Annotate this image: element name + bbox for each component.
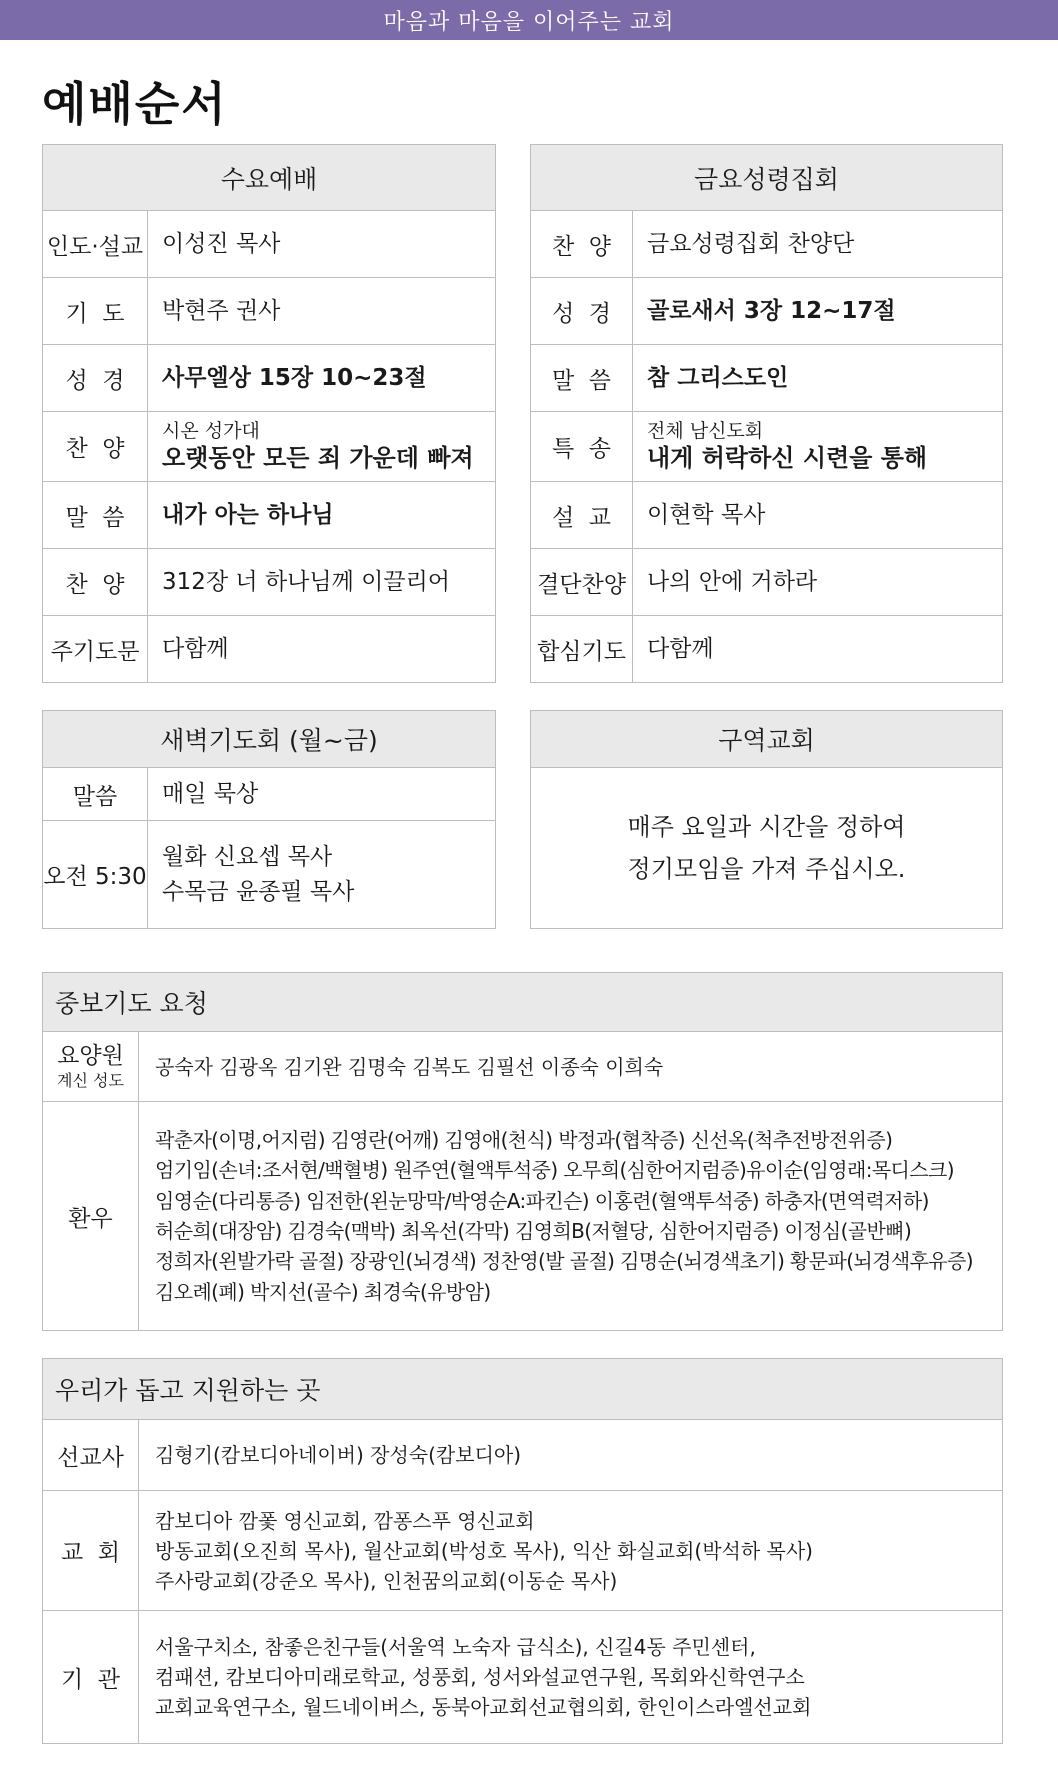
support-box — [42, 1358, 1003, 1744]
order-row — [43, 768, 495, 821]
prayer-request-box — [42, 972, 1003, 1331]
row-main-value: 오랫동안 모든 죄 가운데 빠져 — [162, 444, 474, 473]
friday-service-title: 금요성령집회 — [531, 145, 1002, 211]
district-message-line: 정기모임을 가져 주십시오. — [627, 855, 906, 883]
row-value: 사무엘상 15장 10~23절 — [162, 364, 427, 391]
row-value: 다함께 — [647, 635, 714, 662]
row-value: 나의 안에 거하라 — [647, 568, 818, 595]
district-church-title: 구역교회 — [531, 711, 1002, 768]
order-row — [531, 482, 1002, 549]
dawn-prayer-title: 새벽기도회 (월~금) — [43, 711, 495, 768]
wednesday-service-title: 수요예배 — [43, 145, 495, 211]
support-row — [43, 1420, 1002, 1491]
order-row — [43, 616, 495, 682]
row-value: 참 그리스도인 — [647, 364, 789, 391]
district-church-box — [530, 710, 1003, 929]
row-label: 찬 양 — [531, 211, 633, 277]
wednesday-service-box — [42, 144, 496, 683]
prayer-row — [43, 1032, 1002, 1102]
row-sublabel: 계신 성도 — [57, 1070, 124, 1090]
row-label: 기 도 — [43, 278, 148, 344]
order-row — [43, 345, 495, 412]
row-value-line: 월화 신요셉 목사 — [162, 844, 333, 870]
top-banner: 마음과 마음을 이어주는 교회 — [0, 0, 1058, 40]
row-label: 설 교 — [531, 482, 633, 548]
friday-service-box — [530, 144, 1003, 683]
row-value: 매일 묵상 — [162, 780, 259, 807]
patient-line: 김오례(폐) 박지선(골수) 최경숙(유방암) — [155, 1279, 491, 1304]
row-value: 박현주 권사 — [162, 297, 281, 324]
patient-line: 곽춘자(이명,어지럼) 김영란(어깨) 김영애(천식) 박정과(협착증) 신선옥(척추전방전위증) — [155, 1127, 893, 1152]
row-sub-value: 전체 남신도회 — [647, 419, 764, 442]
row-label: 기 관 — [43, 1611, 139, 1743]
row-value: 금요성령집회 찬양단 — [647, 230, 855, 257]
row-value: 이현학 목사 — [647, 501, 766, 528]
row-label: 인도·설교 — [43, 211, 148, 277]
row-label: 환우 — [43, 1102, 139, 1330]
row-sub-value: 시온 성가대 — [162, 419, 260, 442]
row-label: 특 송 — [531, 412, 633, 481]
order-row — [43, 278, 495, 345]
row-label: 찬 양 — [43, 549, 148, 615]
patient-line: 엄기임(손녀:조서현/백혈병) 원주연(혈액투석중) 오무희(심한어지럼증)유이순(임영래:목디스크) — [155, 1158, 954, 1183]
church-line: 방동교회(오진희 목사), 월산교회(박성호 목사), 익산 화실교회(박석하 목사) — [155, 1538, 813, 1563]
row-label: 성 경 — [43, 345, 148, 411]
row-label: 성 경 — [531, 278, 633, 344]
order-row — [531, 549, 1002, 616]
row-label: 주기도문 — [43, 616, 148, 682]
row-value: 이성진 목사 — [162, 230, 281, 257]
row-label: 오전 5:30 — [43, 821, 148, 928]
order-row — [43, 482, 495, 549]
order-row — [43, 211, 495, 278]
order-row — [531, 345, 1002, 412]
prayer-row — [43, 1102, 1002, 1330]
row-label: 합심기도 — [531, 616, 633, 682]
order-row — [531, 412, 1002, 482]
row-value: 312장 너 하나님께 이끌리어 — [162, 568, 451, 595]
order-row — [43, 821, 495, 928]
row-value: 공숙자 김광옥 김기완 김명숙 김복도 김필선 이종숙 이희숙 — [155, 1054, 664, 1079]
support-title: 우리가 돕고 지원하는 곳 — [43, 1359, 1002, 1420]
district-message-line: 매주 요일과 시간을 정하여 — [627, 813, 906, 841]
order-row — [43, 549, 495, 616]
row-value: 내가 아는 하나님 — [162, 501, 334, 528]
row-label: 말 씀 — [43, 482, 148, 548]
patient-line: 임영순(다리통증) 임전한(왼눈망막/박영순A:파킨슨) 이홍련(혈액투석중) 하충자(면역력저하) — [155, 1188, 929, 1213]
order-row — [531, 278, 1002, 345]
prayer-request-title: 중보기도 요청 — [43, 973, 1002, 1032]
support-row — [43, 1611, 1002, 1743]
row-value-line: 수목금 윤종필 목사 — [162, 878, 355, 905]
organization-line: 컴패션, 캄보디아미래로학교, 성풍회, 성서와설교연구원, 목회와신학연구소 — [155, 1665, 805, 1689]
row-label: 요양원 — [57, 1043, 124, 1070]
row-label: 결단찬양 — [531, 549, 633, 615]
row-label: 찬 양 — [43, 412, 148, 481]
patient-line: 허순희(대장암) 김경숙(맥박) 최옥선(각막) 김영희B(저혈당, 심한어지럼증) 이정심(골반뼈) — [155, 1219, 912, 1243]
row-label: 말 씀 — [531, 345, 633, 411]
support-row — [43, 1491, 1002, 1611]
order-row — [43, 412, 495, 482]
row-value: 골로새서 3장 12~17절 — [647, 297, 896, 324]
organization-line: 교회교육연구소, 월드네이버스, 동북아교회선교협의회, 한인이스라엘선교회 — [155, 1695, 812, 1719]
row-label: 교 회 — [43, 1491, 139, 1610]
organization-line: 서울구치소, 참좋은친구들(서울역 노숙자 급식소), 신길4동 주민센터, — [155, 1635, 756, 1659]
row-main-value: 내게 허락하신 시련을 통해 — [647, 444, 928, 473]
order-row — [531, 616, 1002, 682]
page-title: 예배순서 — [42, 77, 228, 131]
dawn-prayer-box — [42, 710, 496, 929]
row-label: 말씀 — [43, 768, 148, 820]
church-line: 캄보디아 깜퐃 영신교회, 깜퐁스푸 영신교회 — [155, 1508, 535, 1533]
row-label: 선교사 — [43, 1420, 139, 1490]
row-value: 김형기(캄보디아네이버) 장성숙(캄보디아) — [155, 1443, 522, 1467]
patient-line: 정희자(왼발가락 골절) 장광인(뇌경색) 정찬영(발 골절) 김명순(뇌경색초기) 황문파(뇌경색후유증) — [155, 1249, 973, 1274]
church-line: 주사랑교회(강준오 목사), 인천꿈의교회(이동순 목사) — [155, 1568, 618, 1593]
order-row — [531, 211, 1002, 278]
row-value: 다함께 — [162, 635, 229, 662]
